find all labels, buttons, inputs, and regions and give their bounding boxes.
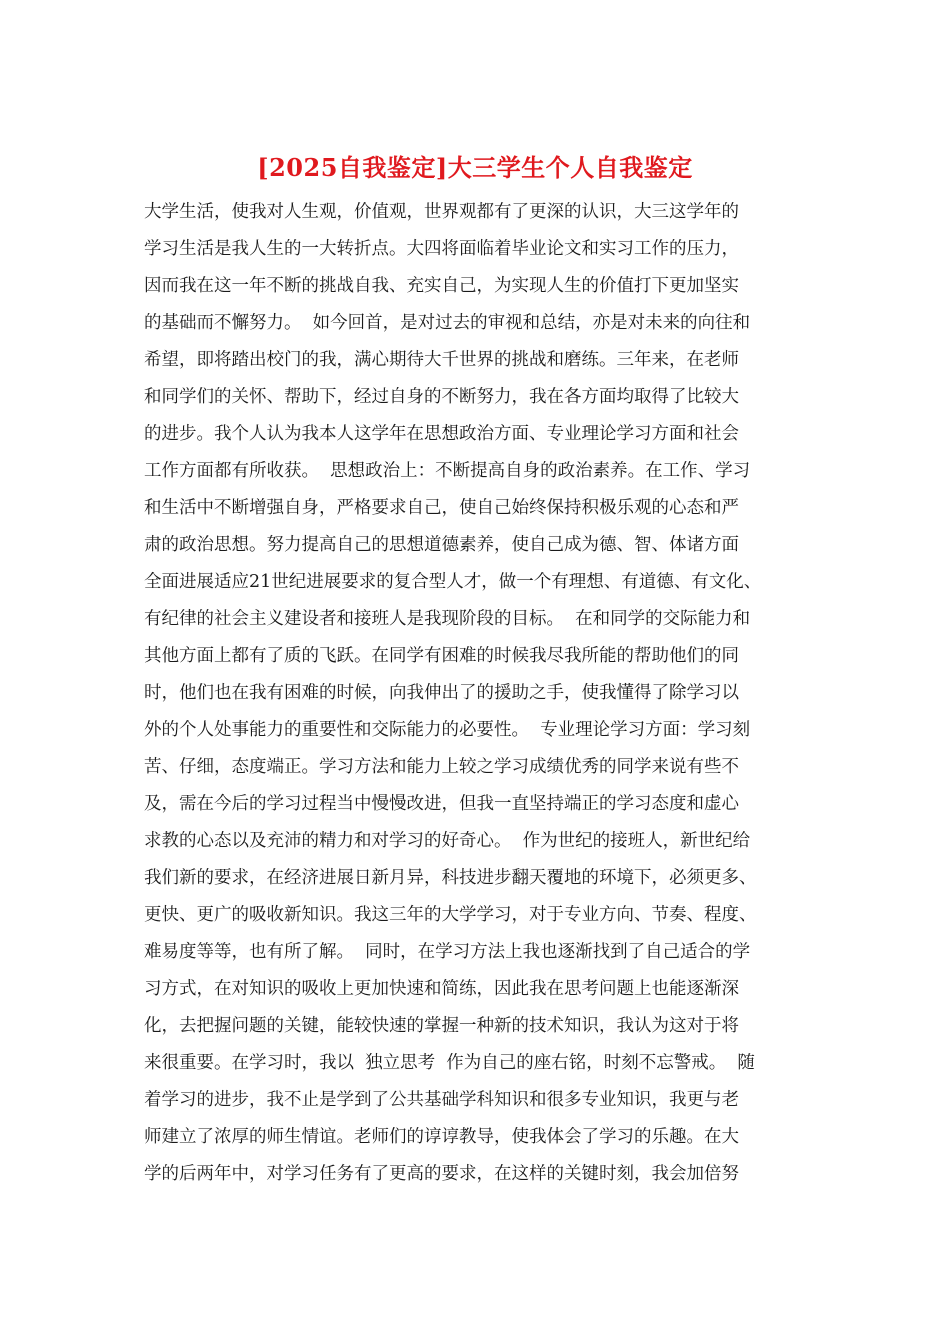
body-line: 难易度等等，也有所了解。 同时，在学习方法上我也逐渐找到了自己适合的学 [144,942,751,962]
body-line: 苦、仔细，态度端正。学习方法和能力上较之学习成绩优秀的同学来说有些不 [144,757,739,777]
body-line: 和生活中不断增强自身，严格要求自己，使自己始终保持积极乐观的心态和严 [144,498,739,518]
document-body [144,194,812,1193]
body-line: 我们新的要求，在经济进展日新月异，科技进步翻天覆地的环境下，必须更多、 [144,868,757,888]
body-line: 大学生活，使我对人生观，价值观，世界观都有了更深的认识，大三这学年的 [144,202,739,222]
document-title: [2025自我鉴定]大三学生个人自我鉴定 [257,153,693,182]
body-line: 有纪律的社会主义建设者和接班人是我现阶段的目标。 在和同学的交际能力和 [144,609,751,629]
body-line: 学习生活是我人生的一大转折点。大四将面临着毕业论文和实习工作的压力， [144,239,739,259]
body-line: 来很重要。在学习时，我以 独立思考 作为自己的座右铭，时刻不忘警戒。 随 [144,1053,755,1073]
body-line: 肃的政治思想。努力提高自己的思想道德素养，使自己成为德、智、体诸方面 [144,535,739,555]
body-line: 工作方面都有所收获。 思想政治上：不断提高自身的政治素养。在工作、学习 [144,461,751,481]
body-line: 习方式，在对知识的吸收上更加快速和简练，因此我在思考问题上也能逐渐深 [144,979,739,999]
body-line: 时，他们也在我有困难的时候，向我伸出了的援助之手，使我懂得了除学习以 [144,683,739,703]
body-line: 着学习的进步，我不止是学到了公共基础学科知识和很多专业知识，我更与老 [144,1090,739,1110]
body-line: 学的后两年中，对学习任务有了更高的要求，在这样的关键时刻，我会加倍努 [144,1164,739,1184]
body-line: 化，去把握问题的关键，能较快速的掌握一种新的技术知识，我认为这对于将 [144,1016,739,1036]
body-line: 及，需在今后的学习过程当中慢慢改进，但我一直坚持端正的学习态度和虚心 [144,794,739,814]
body-line: 希望，即将踏出校门的我，满心期待大千世界的挑战和磨练。三年来，在老师 [144,350,739,370]
body-line: 和同学们的关怀、帮助下，经过自身的不断努力，我在各方面均取得了比较大 [144,387,739,407]
body-line: 全面进展适应21世纪进展要求的复合型人才，做一个有理想、有道德、有文化、 [144,572,762,592]
body-line: 的进步。我个人认为我本人这学年在思想政治方面、专业理论学习方面和社会 [144,424,739,444]
body-line: 更快、更广的吸收新知识。我这三年的大学学习，对于专业方向、节奏、程度、 [144,905,757,925]
body-line: 其他方面上都有了质的飞跃。在同学有困难的时候我尽我所能的帮助他们的同 [144,646,739,666]
body-line: 因而我在这一年不断的挑战自我、充实自己，为实现人生的价值打下更加坚实 [144,276,739,296]
body-line: 的基础而不懈努力。 如今回首，是对过去的审视和总结，亦是对未来的向往和 [144,313,751,333]
body-line: 求教的心态以及充沛的精力和对学习的好奇心。 作为世纪的接班人，新世纪给 [144,831,751,851]
body-line: 师建立了浓厚的师生情谊。老师们的谆谆教导，使我体会了学习的乐趣。在大 [144,1127,739,1147]
body-line: 外的个人处事能力的重要性和交际能力的必要性。 专业理论学习方面：学习刻 [144,720,751,740]
